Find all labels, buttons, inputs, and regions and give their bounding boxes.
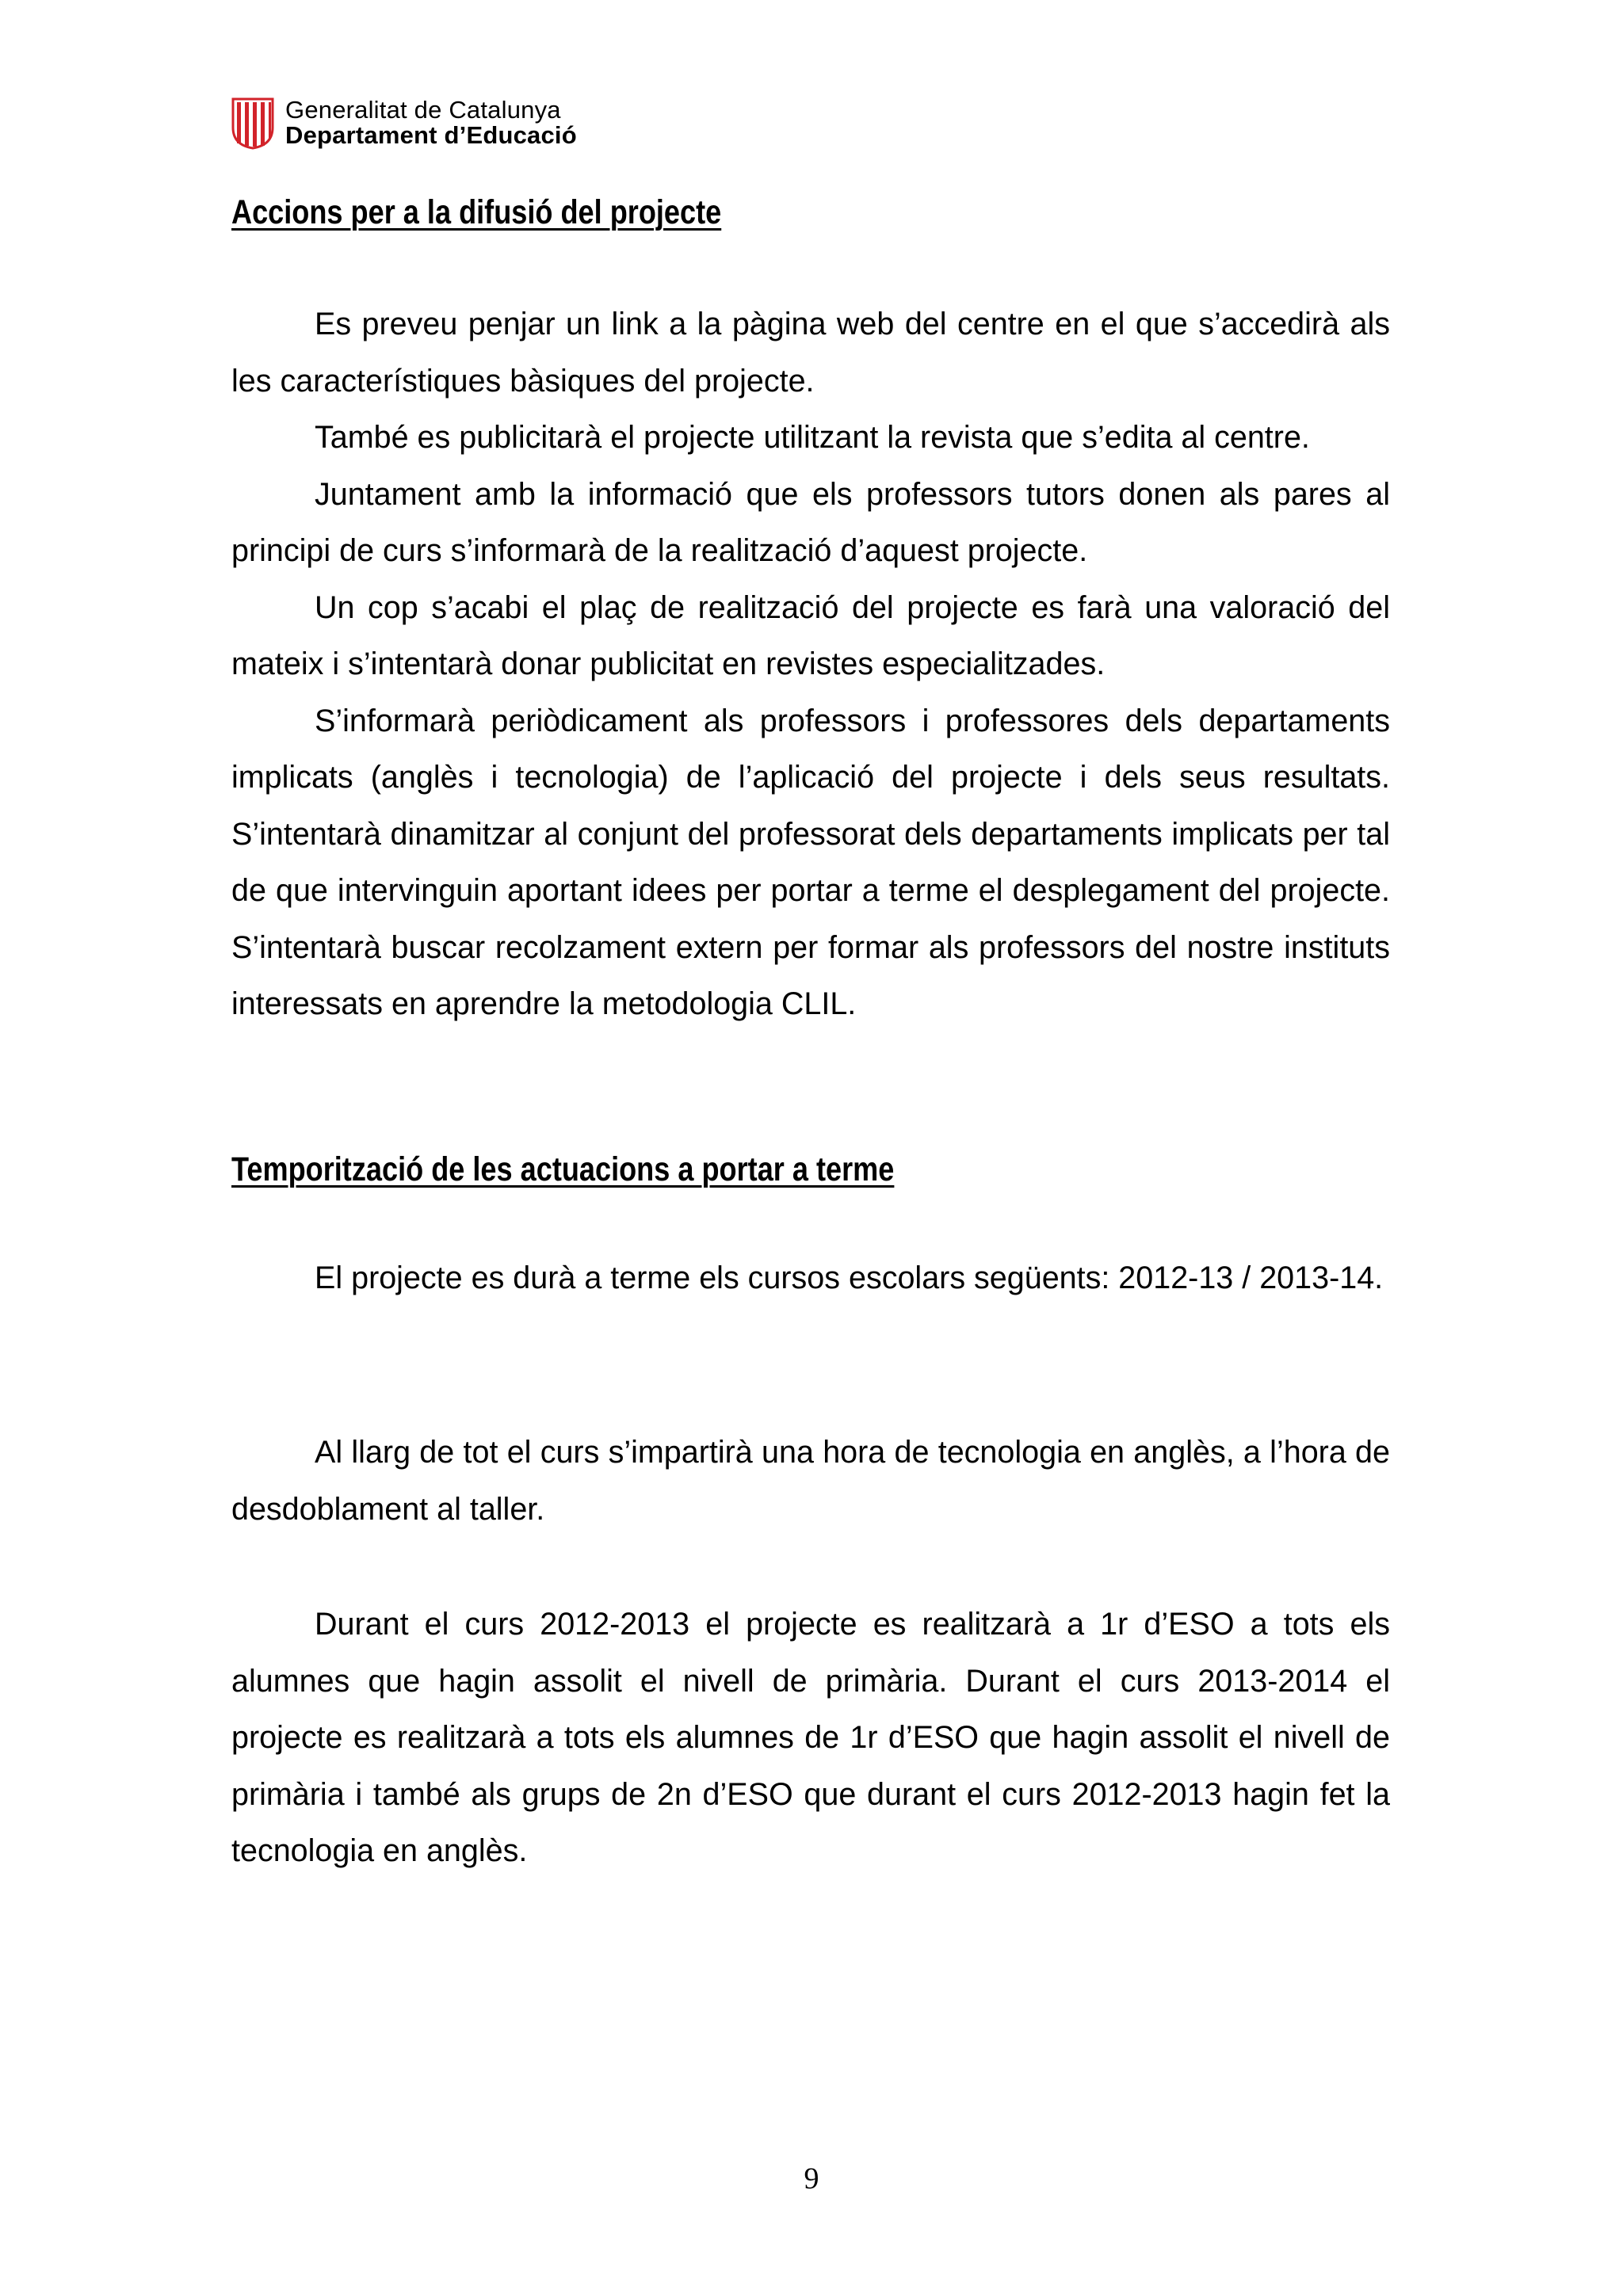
department-line: Departament d’Educació: [285, 121, 577, 149]
section-body-timing-3: [231, 1596, 1390, 1880]
section-body-timing-1: [231, 1250, 1390, 1307]
paragraph: Durant el curs 2012-2013 el projecte es realitzarà a 1r d’ESO a tots els alumnes que hagin assolit el nivell de primària. Durant el curs 2013-2014 el projecte es realitzarà a tots els alumnes de 1r d’ESO que hagin assolit el nivell de primària i també als grups de 2n d’ESO que durant el curs 2012-2013 hagin fet la tecnologia en anglès.: [231, 1607, 1390, 1868]
paragraph: Es preveu penjar un link a la pàgina web del centre en el que s’accedirà als les característiques bàsiques del projecte.: [231, 307, 1390, 399]
paragraph: Un cop s’acabi el plaç de realització del projecte es farà una valoració del mateix i s’intentarà donar publicitat en revistes especialitzades.: [231, 589, 1390, 681]
page-number: 9: [804, 2162, 819, 2195]
header-logo: [231, 93, 577, 152]
paragraph: També es publicitarà el projecte utilitzant la revista que s’edita al centre.: [315, 420, 1310, 455]
paragraph: S’informarà periòdicament als professors i professores dels departaments implicats (anglès i tecnologia) de l’aplicació del projecte i dels seus resultats. S’intentarà dinamitzar al conjunt del professorat dels departaments implicats per tal de que intervinguin aportant idees per portar a terme el desplegament del projecte. S’intentarà buscar recolzament extern per formar als professors del nostre instituts interessats en aprendre la metodologia CLIL.: [231, 703, 1390, 1021]
organization-name: [285, 97, 577, 147]
section-heading-dissemination: Accions per a la difusió del projecte: [231, 193, 722, 231]
generalitat-coat-of-arms-icon: [231, 96, 274, 150]
section-body-dissemination: [231, 296, 1390, 1033]
org-line: Generalitat de Catalunya: [285, 96, 561, 124]
paragraph: Juntament amb la informació que els professors tutors donen als pares al principi de curs s’informarà de la realització d’aquest projecte.: [231, 476, 1390, 568]
section-heading-timing: Temporització de les actuacions a portar a terme: [231, 1150, 895, 1188]
section-body-timing-2: [231, 1425, 1390, 1538]
paragraph: El projecte es durà a terme els cursos escolars següents: 2012-13 / 2013-14.: [315, 1261, 1384, 1295]
paragraph: Al llarg de tot el curs s’impartirà una hora de tecnologia en anglès, a l’hora de desdoblament al taller.: [231, 1435, 1390, 1527]
